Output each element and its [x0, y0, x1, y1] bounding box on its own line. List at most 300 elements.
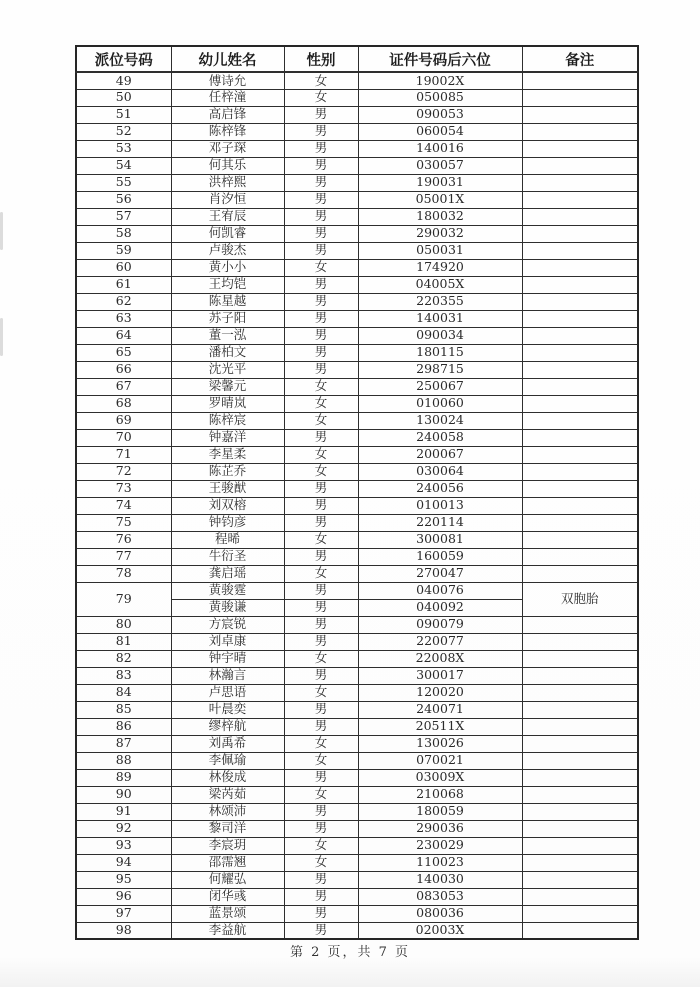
cell-remark	[522, 820, 638, 837]
cell-remark: 双胞胎	[522, 582, 638, 616]
cell-gender: 女	[284, 684, 358, 701]
cell-id-last6: 060054	[358, 123, 522, 140]
table-row	[76, 786, 638, 803]
allocation-result-table	[75, 45, 639, 940]
cell-id-last6: 090053	[358, 106, 522, 123]
table-row	[76, 242, 638, 259]
cell-allocation-number: 97	[76, 905, 171, 922]
cell-id-last6: 140030	[358, 871, 522, 888]
cell-remark	[522, 89, 638, 106]
table-row	[76, 922, 638, 939]
cell-gender: 男	[284, 497, 358, 514]
cell-allocation-number: 52	[76, 123, 171, 140]
cell-remark	[522, 854, 638, 871]
table-row	[76, 310, 638, 327]
cell-id-last6: 130024	[358, 412, 522, 429]
table-row	[76, 344, 638, 361]
table-row	[76, 157, 638, 174]
table-row	[76, 225, 638, 242]
cell-remark	[522, 106, 638, 123]
cell-allocation-number: 79	[76, 582, 171, 616]
cell-allocation-number: 54	[76, 157, 171, 174]
cell-remark	[522, 735, 638, 752]
cell-allocation-number: 92	[76, 820, 171, 837]
cell-allocation-number: 84	[76, 684, 171, 701]
cell-allocation-number: 69	[76, 412, 171, 429]
cell-allocation-number: 70	[76, 429, 171, 446]
cell-allocation-number: 74	[76, 497, 171, 514]
cell-id-last6: 300081	[358, 531, 522, 548]
table-row	[76, 72, 638, 89]
cell-gender: 男	[284, 480, 358, 497]
cell-gender: 男	[284, 514, 358, 531]
cell-allocation-number: 76	[76, 531, 171, 548]
cell-child-name: 黄小小	[171, 259, 284, 276]
table-row	[76, 361, 638, 378]
cell-remark	[522, 191, 638, 208]
cell-remark	[522, 803, 638, 820]
cell-child-name: 王骏猷	[171, 480, 284, 497]
cell-child-name: 潘柏文	[171, 344, 284, 361]
cell-remark	[522, 123, 638, 140]
cell-child-name: 梁芮茹	[171, 786, 284, 803]
cell-allocation-number: 71	[76, 446, 171, 463]
cell-id-last6: 090034	[358, 327, 522, 344]
cell-id-last6: 250067	[358, 378, 522, 395]
cell-gender: 男	[284, 106, 358, 123]
cell-allocation-number: 68	[76, 395, 171, 412]
cell-child-name: 苏子阳	[171, 310, 284, 327]
cell-gender: 男	[284, 701, 358, 718]
table-row	[76, 514, 638, 531]
cell-id-last6: 240071	[358, 701, 522, 718]
cell-id-last6: 070021	[358, 752, 522, 769]
column-header: 备注	[522, 46, 638, 72]
table-row	[76, 616, 638, 633]
cell-id-last6: 190031	[358, 174, 522, 191]
cell-id-last6: 240056	[358, 480, 522, 497]
cell-id-last6: 010060	[358, 395, 522, 412]
cell-child-name: 钟嘉洋	[171, 429, 284, 446]
cell-id-last6: 160059	[358, 548, 522, 565]
cell-gender: 男	[284, 208, 358, 225]
cell-child-name: 刘禹希	[171, 735, 284, 752]
cell-remark	[522, 480, 638, 497]
cell-child-name: 董一泓	[171, 327, 284, 344]
table-row	[76, 276, 638, 293]
cell-gender: 男	[284, 361, 358, 378]
cell-id-last6: 22008X	[358, 650, 522, 667]
cell-id-last6: 140031	[358, 310, 522, 327]
column-header: 派位号码	[76, 46, 171, 72]
cell-child-name: 王均铠	[171, 276, 284, 293]
cell-child-name: 陈梓宸	[171, 412, 284, 429]
cell-remark	[522, 259, 638, 276]
cell-remark	[522, 514, 638, 531]
cell-child-name: 任梓潼	[171, 89, 284, 106]
cell-gender: 男	[284, 123, 358, 140]
table-row	[76, 106, 638, 123]
cell-child-name: 肖汐恒	[171, 191, 284, 208]
cell-remark	[522, 174, 638, 191]
table-row	[76, 548, 638, 565]
cell-remark	[522, 446, 638, 463]
cell-remark	[522, 429, 638, 446]
cell-gender: 男	[284, 616, 358, 633]
cell-remark	[522, 395, 638, 412]
cell-gender: 女	[284, 72, 358, 89]
table-row	[76, 412, 638, 429]
cell-id-last6: 290032	[358, 225, 522, 242]
table-row	[76, 565, 638, 582]
cell-allocation-number: 63	[76, 310, 171, 327]
cell-id-last6: 080036	[358, 905, 522, 922]
cell-child-name: 李宸玥	[171, 837, 284, 854]
cell-remark	[522, 378, 638, 395]
cell-gender: 男	[284, 157, 358, 174]
table-row	[76, 769, 638, 786]
table-row	[76, 463, 638, 480]
cell-gender: 男	[284, 310, 358, 327]
cell-allocation-number: 85	[76, 701, 171, 718]
cell-allocation-number: 65	[76, 344, 171, 361]
cell-allocation-number: 90	[76, 786, 171, 803]
cell-child-name: 刘卓康	[171, 633, 284, 650]
cell-remark	[522, 565, 638, 582]
cell-remark	[522, 361, 638, 378]
cell-allocation-number: 78	[76, 565, 171, 582]
cell-child-name: 傅诗允	[171, 72, 284, 89]
cell-id-last6: 130026	[358, 735, 522, 752]
cell-allocation-number: 57	[76, 208, 171, 225]
cell-allocation-number: 98	[76, 922, 171, 939]
cell-id-last6: 05001X	[358, 191, 522, 208]
table-row	[76, 140, 638, 157]
cell-child-name: 何其乐	[171, 157, 284, 174]
table-row	[76, 650, 638, 667]
table-row	[76, 905, 638, 922]
cell-id-last6: 230029	[358, 837, 522, 854]
cell-gender: 男	[284, 905, 358, 922]
cell-remark	[522, 718, 638, 735]
cell-id-last6: 010013	[358, 497, 522, 514]
cell-id-last6: 20511X	[358, 718, 522, 735]
cell-gender: 男	[284, 225, 358, 242]
table-row	[76, 89, 638, 106]
cell-gender: 女	[284, 786, 358, 803]
cell-allocation-number: 83	[76, 667, 171, 684]
table-row	[76, 820, 638, 837]
cell-gender: 男	[284, 803, 358, 820]
cell-allocation-number: 89	[76, 769, 171, 786]
cell-allocation-number: 49	[76, 72, 171, 89]
cell-id-last6: 110023	[358, 854, 522, 871]
table-row	[76, 667, 638, 684]
cell-allocation-number: 59	[76, 242, 171, 259]
cell-gender: 女	[284, 565, 358, 582]
cell-id-last6: 270047	[358, 565, 522, 582]
cell-id-last6: 090079	[358, 616, 522, 633]
cell-allocation-number: 56	[76, 191, 171, 208]
cell-gender: 男	[284, 922, 358, 939]
cell-remark	[522, 905, 638, 922]
cell-id-last6: 220077	[358, 633, 522, 650]
cell-gender: 男	[284, 548, 358, 565]
cell-allocation-number: 94	[76, 854, 171, 871]
table-row	[76, 174, 638, 191]
cell-remark	[522, 72, 638, 89]
cell-remark	[522, 531, 638, 548]
cell-id-last6: 030064	[358, 463, 522, 480]
cell-allocation-number: 93	[76, 837, 171, 854]
cell-gender: 男	[284, 667, 358, 684]
table-row	[76, 837, 638, 854]
cell-allocation-number: 58	[76, 225, 171, 242]
cell-remark	[522, 684, 638, 701]
cell-id-last6: 300017	[358, 667, 522, 684]
cell-allocation-number: 86	[76, 718, 171, 735]
cell-child-name: 程晞	[171, 531, 284, 548]
cell-child-name: 何凯睿	[171, 225, 284, 242]
cell-id-last6: 220355	[358, 293, 522, 310]
cell-remark	[522, 633, 638, 650]
cell-gender: 男	[284, 599, 358, 616]
cell-id-last6: 140016	[358, 140, 522, 157]
cell-allocation-number: 91	[76, 803, 171, 820]
cell-gender: 男	[284, 242, 358, 259]
table-row	[76, 735, 638, 752]
cell-id-last6: 180115	[358, 344, 522, 361]
table-row	[76, 752, 638, 769]
cell-child-name: 卢骏杰	[171, 242, 284, 259]
cell-id-last6: 040076	[358, 582, 522, 599]
cell-child-name: 钟宇晴	[171, 650, 284, 667]
cell-remark	[522, 327, 638, 344]
cell-remark	[522, 888, 638, 905]
cell-gender: 男	[284, 888, 358, 905]
cell-allocation-number: 87	[76, 735, 171, 752]
cell-gender: 女	[284, 837, 358, 854]
table-row	[76, 888, 638, 905]
cell-gender: 男	[284, 344, 358, 361]
cell-id-last6: 200067	[358, 446, 522, 463]
cell-allocation-number: 73	[76, 480, 171, 497]
table-row	[76, 123, 638, 140]
table-row	[76, 480, 638, 497]
cell-child-name: 何耀弘	[171, 871, 284, 888]
cell-child-name: 邓子琛	[171, 140, 284, 157]
table-row	[76, 191, 638, 208]
table-row	[76, 701, 638, 718]
cell-remark	[522, 650, 638, 667]
cell-child-name: 黎司洋	[171, 820, 284, 837]
cell-gender: 女	[284, 259, 358, 276]
cell-remark	[522, 242, 638, 259]
cell-gender: 女	[284, 854, 358, 871]
column-header: 幼儿姓名	[171, 46, 284, 72]
cell-gender: 男	[284, 429, 358, 446]
table-row	[76, 497, 638, 514]
cell-id-last6: 040092	[358, 599, 522, 616]
cell-id-last6: 120020	[358, 684, 522, 701]
table-row	[76, 327, 638, 344]
cell-allocation-number: 64	[76, 327, 171, 344]
cell-gender: 女	[284, 395, 358, 412]
cell-gender: 男	[284, 820, 358, 837]
cell-allocation-number: 95	[76, 871, 171, 888]
cell-remark	[522, 157, 638, 174]
table-row	[76, 429, 638, 446]
cell-id-last6: 240058	[358, 429, 522, 446]
table-row	[76, 633, 638, 650]
cell-gender: 男	[284, 276, 358, 293]
cell-remark	[522, 310, 638, 327]
cell-child-name: 缪梓航	[171, 718, 284, 735]
cell-id-last6: 210068	[358, 786, 522, 803]
cell-child-name: 李星柔	[171, 446, 284, 463]
cell-child-name: 蓝景颂	[171, 905, 284, 922]
cell-allocation-number: 51	[76, 106, 171, 123]
cell-child-name: 陈星越	[171, 293, 284, 310]
cell-remark	[522, 871, 638, 888]
cell-id-last6: 290036	[358, 820, 522, 837]
cell-child-name: 罗晴岚	[171, 395, 284, 412]
cell-allocation-number: 82	[76, 650, 171, 667]
table-row	[76, 446, 638, 463]
column-header: 证件号码后六位	[358, 46, 522, 72]
table-row	[76, 582, 638, 599]
cell-id-last6: 180059	[358, 803, 522, 820]
cell-allocation-number: 53	[76, 140, 171, 157]
cell-remark	[522, 276, 638, 293]
table-row	[76, 293, 638, 310]
cell-id-last6: 174920	[358, 259, 522, 276]
cell-child-name: 闭华彧	[171, 888, 284, 905]
cell-id-last6: 04005X	[358, 276, 522, 293]
cell-child-name: 林俊成	[171, 769, 284, 786]
scan-artifact-mark	[0, 212, 3, 250]
cell-gender: 女	[284, 735, 358, 752]
table-row	[76, 684, 638, 701]
cell-child-name: 梁馨元	[171, 378, 284, 395]
cell-child-name: 钟钧彦	[171, 514, 284, 531]
cell-child-name: 林瀚言	[171, 667, 284, 684]
cell-gender: 女	[284, 446, 358, 463]
cell-allocation-number: 60	[76, 259, 171, 276]
cell-child-name: 龚启瑶	[171, 565, 284, 582]
cell-remark	[522, 208, 638, 225]
cell-remark	[522, 786, 638, 803]
cell-allocation-number: 75	[76, 514, 171, 531]
cell-id-last6: 03009X	[358, 769, 522, 786]
cell-gender: 女	[284, 650, 358, 667]
cell-remark	[522, 140, 638, 157]
cell-allocation-number: 80	[76, 616, 171, 633]
cell-gender: 女	[284, 463, 358, 480]
cell-remark	[522, 412, 638, 429]
cell-id-last6: 083053	[358, 888, 522, 905]
cell-child-name: 黄骏霆	[171, 582, 284, 599]
cell-gender: 男	[284, 327, 358, 344]
cell-allocation-number: 66	[76, 361, 171, 378]
cell-id-last6: 030057	[358, 157, 522, 174]
cell-remark	[522, 667, 638, 684]
table-row	[76, 854, 638, 871]
cell-remark	[522, 616, 638, 633]
table-row	[76, 871, 638, 888]
cell-remark	[522, 752, 638, 769]
cell-child-name: 洪梓熙	[171, 174, 284, 191]
table-row	[76, 718, 638, 735]
cell-id-last6: 220114	[358, 514, 522, 531]
cell-gender: 男	[284, 582, 358, 599]
cell-allocation-number: 77	[76, 548, 171, 565]
cell-child-name: 邵霈翘	[171, 854, 284, 871]
cell-remark	[522, 344, 638, 361]
cell-child-name: 牛衍圣	[171, 548, 284, 565]
cell-allocation-number: 55	[76, 174, 171, 191]
cell-child-name: 陈梓锋	[171, 123, 284, 140]
table-row	[76, 531, 638, 548]
cell-id-last6: 050085	[358, 89, 522, 106]
table-row	[76, 803, 638, 820]
cell-remark	[522, 225, 638, 242]
cell-gender: 女	[284, 89, 358, 106]
cell-allocation-number: 50	[76, 89, 171, 106]
cell-gender: 女	[284, 412, 358, 429]
cell-gender: 男	[284, 174, 358, 191]
table-row	[76, 395, 638, 412]
cell-remark	[522, 769, 638, 786]
column-header: 性别	[284, 46, 358, 72]
cell-child-name: 王宥辰	[171, 208, 284, 225]
cell-remark	[522, 837, 638, 854]
page-number-indicator: 第 2 页，共 7 页	[289, 945, 411, 960]
cell-allocation-number: 62	[76, 293, 171, 310]
cell-child-name: 卢思语	[171, 684, 284, 701]
cell-gender: 男	[284, 718, 358, 735]
cell-child-name: 李佩瑜	[171, 752, 284, 769]
cell-gender: 男	[284, 293, 358, 310]
cell-id-last6: 050031	[358, 242, 522, 259]
cell-allocation-number: 81	[76, 633, 171, 650]
cell-gender: 男	[284, 633, 358, 650]
cell-child-name: 李益航	[171, 922, 284, 939]
cell-allocation-number: 96	[76, 888, 171, 905]
table-row	[76, 259, 638, 276]
cell-gender: 男	[284, 140, 358, 157]
cell-child-name: 陈芷乔	[171, 463, 284, 480]
cell-allocation-number: 72	[76, 463, 171, 480]
cell-remark	[522, 293, 638, 310]
cell-child-name: 沈光平	[171, 361, 284, 378]
cell-id-last6: 298715	[358, 361, 522, 378]
table-row	[76, 378, 638, 395]
cell-remark	[522, 497, 638, 514]
cell-child-name: 方宸锐	[171, 616, 284, 633]
cell-remark	[522, 701, 638, 718]
cell-id-last6: 02003X	[358, 922, 522, 939]
scan-artifact-mark	[0, 318, 3, 356]
cell-allocation-number: 67	[76, 378, 171, 395]
cell-remark	[522, 463, 638, 480]
cell-child-name: 叶晨奕	[171, 701, 284, 718]
cell-child-name: 高启锋	[171, 106, 284, 123]
cell-child-name: 刘双榕	[171, 497, 284, 514]
cell-allocation-number: 61	[76, 276, 171, 293]
cell-gender: 男	[284, 871, 358, 888]
table-row	[76, 208, 638, 225]
